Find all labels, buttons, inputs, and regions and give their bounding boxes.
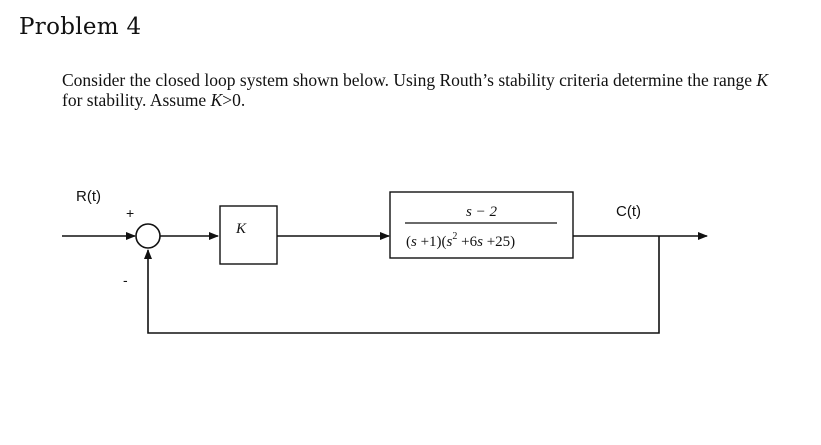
- summing-junction: [136, 224, 160, 248]
- input-label: R(t): [76, 188, 101, 205]
- output-label: C(t): [616, 203, 641, 220]
- gain-symbol-2: K: [210, 90, 223, 110]
- minus-sign: -: [123, 272, 128, 288]
- statement-part-3: >0.: [222, 90, 246, 110]
- plant-numerator: s − 2: [466, 204, 497, 220]
- gain-block-label: K: [236, 221, 247, 237]
- statement-part-1: Consider the closed loop system shown below. Using Routh’s stability criteria determine the range: [62, 70, 757, 90]
- plant-denominator: $(s +1)(s^2 +6s +25)$: [406, 231, 516, 250]
- gain-symbol-1: K: [756, 70, 769, 90]
- gain-block: [220, 206, 277, 264]
- plus-sign: +: [126, 205, 135, 221]
- statement-part-2: for stability. Assume: [62, 90, 211, 110]
- problem-heading: Problem 4: [19, 14, 142, 40]
